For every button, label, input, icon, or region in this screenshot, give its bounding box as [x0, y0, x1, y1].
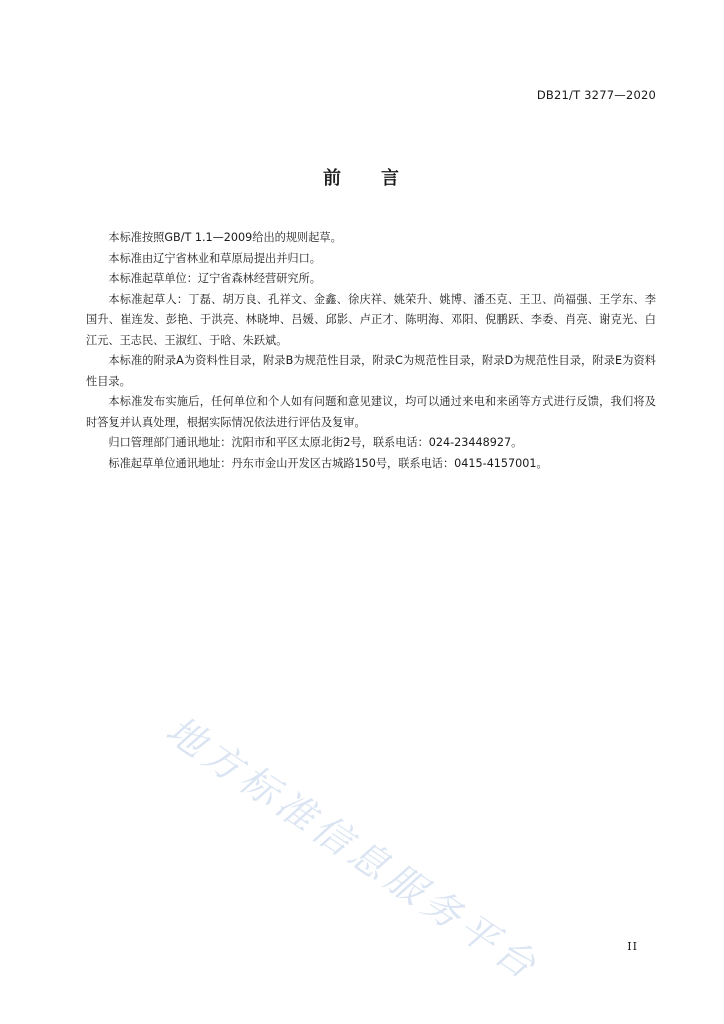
- page-title-char-2: 言: [381, 168, 401, 189]
- paragraph-drafting-unit: 本标准起草单位：辽宁省森林经营研究所。: [108, 272, 321, 285]
- paragraph-drafting-rules: 本标准按照GB/T 1.1—2009给出的规则起草。: [108, 231, 342, 244]
- page-number: II: [627, 940, 638, 953]
- paragraph-proposer: 本标准由辽宁省林业和草原局提出并归口。: [108, 251, 321, 265]
- paragraph-appendices: 本标准的附录A为资料性目录，附录B为规范性目录，附录C为规范性目录，附录D为规范性目录，附录E为资料性目录。: [86, 354, 656, 388]
- page-title: [0, 164, 724, 190]
- foreword-body: [86, 228, 656, 474]
- paragraph-feedback: 本标准发布实施后，任何单位和个人如有问题和意见建议，均可以通过来电和来函等方式进行反馈，我们将及时答复并认真处理，根据实际情况依法进行评估及复审。: [86, 395, 656, 429]
- paragraph-drafters: 本标准起草人：丁磊、胡万良、孔祥文、金鑫、徐庆祥、姚荣升、姚博、潘丕克、王卫、尚福强、王学东、李国升、崔连发、彭艳、于洪亮、林晓坤、吕媛、邱影、卢正才、陈明海、邓阳、倪鹏跃、李委、肖亮、谢克光、白江元、王志民、王淑红、于晗、朱跃斌。: [86, 292, 656, 347]
- paragraph-drafter-address: 标准起草单位通讯地址：丹东市金山开发区古城路150号，联系电话：0415-4157001。: [108, 456, 548, 470]
- document-code: DB21/T 3277—2020: [536, 88, 656, 102]
- watermark: 地方标准信息服务平台: [158, 707, 548, 990]
- paragraph-admin-address: 归口管理部门通讯地址：沈阳市和平区太原北街2号，联系电话：024-23448927。: [108, 436, 523, 449]
- page-title-char-1: 前: [323, 168, 343, 189]
